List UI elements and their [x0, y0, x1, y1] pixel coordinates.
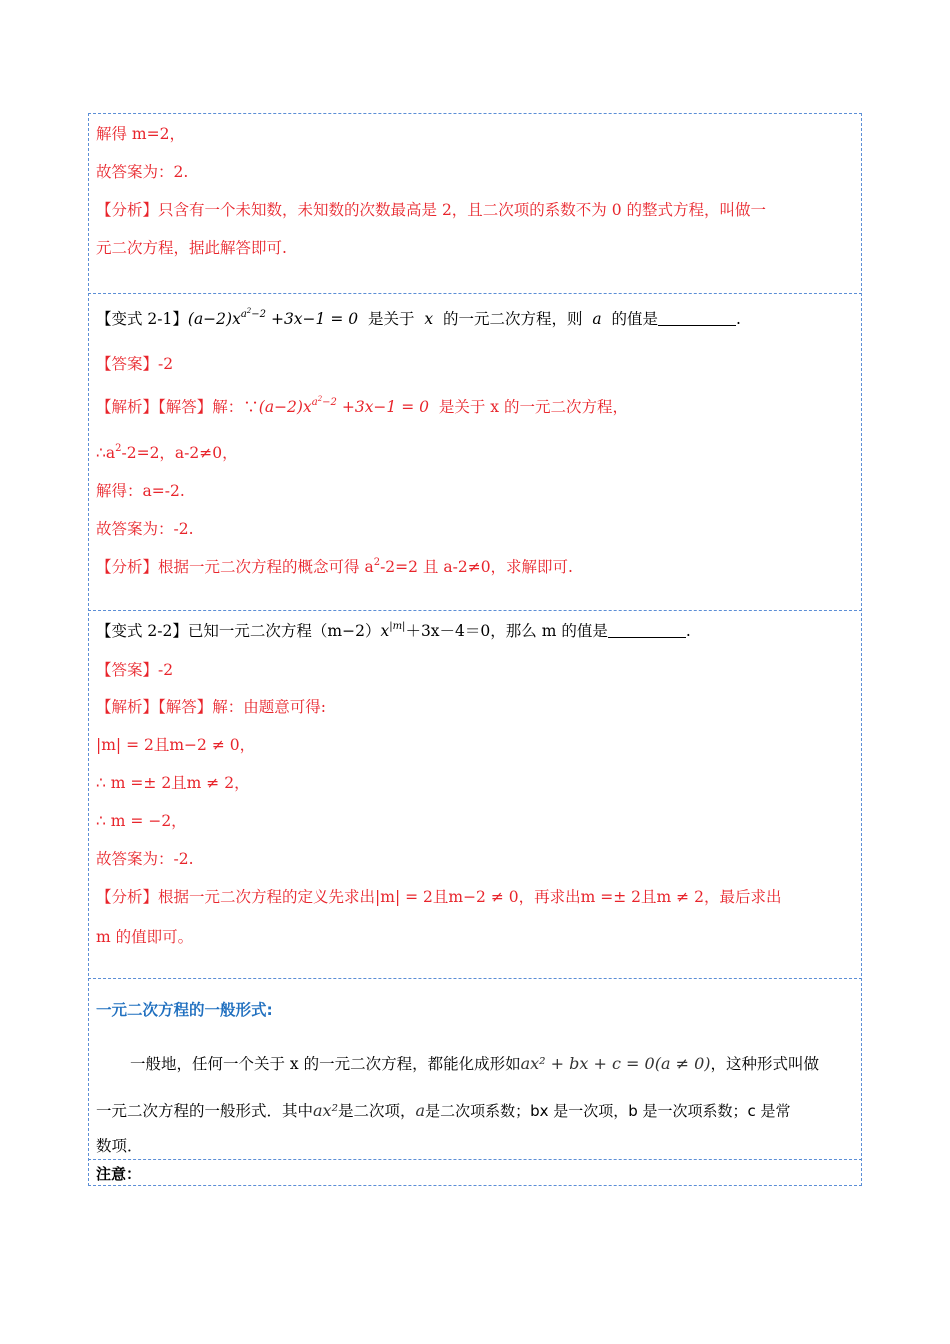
- solution-line-4: ∴ m = −2，: [96, 812, 187, 830]
- variant-2-1-question: 【变式 2-1】$(a-2)x^{a^2-2} +3x-1 = 0$ 是关于 x 的一元二次方程，则 a 的值是 .: [96, 307, 741, 328]
- solution-line: 解得 m=2，: [96, 125, 185, 143]
- divider-1: [88, 293, 862, 294]
- analysis-tag: 【分析】: [96, 201, 159, 219]
- solution-line-3: 解得：a=-2.: [96, 482, 185, 500]
- analysis-line-1: 【分析】根据一元二次方程的定义先求出|m| = 2且m−2 ≠ 0，再求出m =± 2且m ≠ 2，最后求出: [96, 888, 782, 906]
- analysis-line-2: m 的值即可。: [96, 928, 194, 946]
- section-heading: 一元二次方程的一般形式:: [96, 1001, 273, 1019]
- solution-line-5: 故答案为：-2.: [96, 850, 194, 868]
- solution-line-1: 【解析】【解答】解：$\because(a-2)x^{a^2-2} +3x-1 = 0$ 是关于 x 的一元二次方程，: [96, 395, 628, 416]
- general-para-line-2: 一元二次方程的一般形式．其中ax²是二次项，a是二次项系数；bx 是一次项，b 是一次项系数；c 是常: [96, 1101, 791, 1120]
- content-frame: [88, 113, 862, 1186]
- analysis-text: 只含有一个未知数，未知数的次数最高是 2，且二次项的系数不为 0 的整式方程，叫做一: [158, 201, 767, 219]
- answer-line: 【答案】-2: [96, 661, 174, 679]
- analysis-line-2: 元二次方程，据此解答即可.: [96, 239, 287, 257]
- answer-blank[interactable]: [608, 621, 686, 638]
- answer-line: 【答案】-2: [96, 355, 174, 373]
- answer-blank[interactable]: [658, 309, 736, 326]
- general-para-line-1: 一般地，任何一个关于 x 的一元二次方程，都能化成形如ax² + bx + c = 0(a ≠ 0)，这种形式叫做: [130, 1054, 820, 1073]
- divider-2: [88, 610, 862, 611]
- analysis-line: 【分析】根据一元二次方程的概念可得 $a^2-2=2$ 且 a-2≠0，求解即可.: [96, 557, 573, 576]
- solution-line-2: $\therefore a^2-2=2$，a-2≠0，: [96, 443, 238, 462]
- general-formula: ax² + bx + c = 0(a ≠ 0): [520, 1054, 711, 1073]
- answer-line: 故答案为：2.: [96, 163, 189, 181]
- solution-line-2: |m| = 2且m−2 ≠ 0，: [96, 736, 256, 754]
- equation-left: (a−2)x: [187, 310, 241, 328]
- solution-line-3: ∴ m =± 2且m ≠ 2，: [96, 774, 250, 792]
- variant-tag: 【变式 2-1】: [96, 310, 188, 328]
- solution-line-1: 【解析】【解答】解：由题意可得:: [96, 698, 326, 716]
- equation-right: +3x−1 = 0: [270, 310, 359, 328]
- general-para-line-3: 数项．: [96, 1137, 143, 1155]
- frame-top-border: [88, 113, 862, 114]
- variant-2-2-question: 【变式 2-2】已知一元二次方程$(m-2)x^{|m|}+3x-4=0$，那么 m 的值是 .: [96, 621, 691, 640]
- analysis-line-1: [96, 199, 766, 221]
- divider-3: [88, 978, 862, 979]
- divider-4: [88, 1159, 862, 1160]
- note-label: 注意：: [96, 1165, 142, 1183]
- frame-bottom-border: [88, 1185, 862, 1186]
- equation-exponent: a2−2: [240, 307, 267, 320]
- solution-line-4: 故答案为：-2.: [96, 520, 194, 538]
